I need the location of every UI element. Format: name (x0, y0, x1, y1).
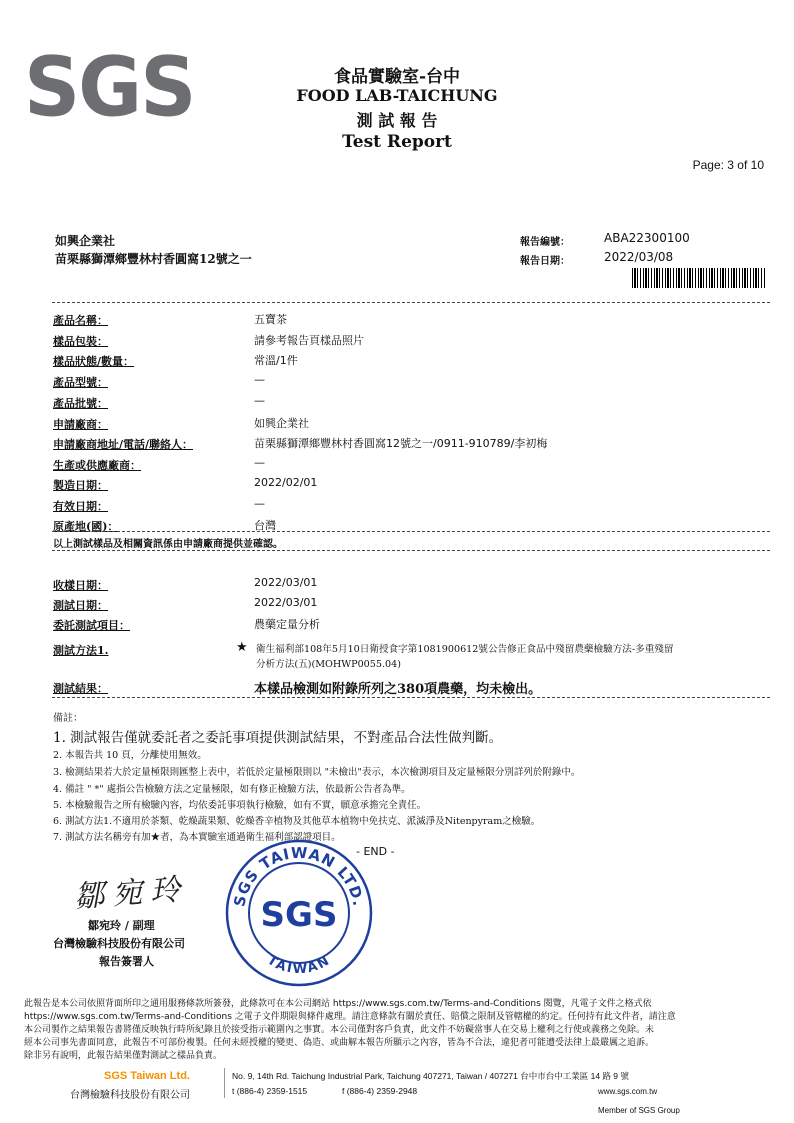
page-number: Page: 3 of 10 (692, 158, 764, 172)
sgs-stamp (224, 838, 374, 988)
sample-value: — (254, 497, 265, 510)
stamp-top-arc: SGS TAIWAN LTD. (230, 843, 368, 909)
signer-name-title: 鄒宛玲 / 副理 (88, 919, 155, 932)
sample-value: 2022/02/01 (254, 476, 318, 489)
stamp-bottom-arc: TAIWAN (264, 952, 334, 978)
footer-member: Member of SGS Group (598, 1106, 680, 1115)
svg-text:TAIWAN (264, 953, 333, 977)
footer-divider (224, 1068, 225, 1098)
footer-website: www.sgs.com.tw (598, 1087, 658, 1096)
test-value: 農藥定量分析 (254, 618, 320, 631)
barcode (632, 268, 766, 288)
sample-label: 產品名稱： (53, 314, 108, 327)
remark-item-2: 2. 本報告共 10 頁，分離使用無效。 (53, 750, 207, 761)
method-text-line1: 衛生福利部108年5月10日衛授食字第1081900612號公告修正食品中殘留農藥檢驗方法-多重殘留 (256, 644, 674, 655)
report-date-label: 報告日期： (520, 256, 570, 267)
stamp-center-text: SGS (260, 895, 338, 935)
signer-company: 台灣檢驗科技股份有限公司 (53, 937, 185, 950)
client-name: 如興企業社 (55, 234, 116, 248)
method-star-icon: ★ (236, 640, 248, 655)
sample-value: — (254, 456, 265, 469)
signer-role: 報告簽署人 (99, 955, 154, 968)
divider-sample-bottom (52, 550, 770, 551)
end-marker: - END - (356, 845, 395, 858)
sample-label: 生產或供應廠商： (53, 459, 141, 472)
remark-item-6: 6. 測試方法1.不適用於茶類、乾燥蔬果類、乾燥香辛植物及其他草本植物中免扶克、派滅淨及Nitenpyram之檢驗。 (53, 816, 541, 827)
sample-note: 以上測試樣品及相關資訊係由申請廠商提供並確認。 (53, 539, 283, 550)
report-title-zh: 測 試 報 告 (356, 111, 438, 130)
remark-item-5: 5. 本檢驗報告之所有檢驗內容，均依委託事項執行檢驗，如有不實，願意承擔完全責任。 (53, 800, 427, 811)
sgs-logo-text: SGS (24, 40, 195, 136)
report-title-en: Test Report (342, 132, 452, 152)
sample-label: 產品型號： (53, 376, 108, 389)
divider-top (52, 302, 770, 303)
sample-value: 如興企業社 (254, 417, 309, 430)
lab-name-zh: 食品實驗室-台中 (333, 67, 461, 87)
disclaimer-line: 除非另有說明，此報告結果僅對測試之樣品負責。 (24, 1051, 223, 1061)
test-label: 委託測試項目： (53, 619, 130, 632)
sample-label: 製造日期： (53, 479, 108, 492)
sample-label: 申請廠商： (53, 418, 108, 431)
client-address: 苗栗縣獅潭鄉豐林村香圓窩12號之一 (55, 252, 252, 266)
method-label: 測試方法1. (53, 644, 109, 657)
lab-name-en: FOOD LAB-TAICHUNG (296, 86, 498, 105)
remark-item-7: 7. 測試方法名稱旁有加★者，為本實驗室通過衛生福利部認證項目。 (53, 832, 341, 843)
report-no: ABA22300100 (604, 231, 690, 245)
footer-company-en: SGS Taiwan Ltd. (104, 1070, 190, 1082)
remark-item-3: 3. 檢測結果若大於定量極限則匯整上表中，若低於定量極限則以 "未檢出"表示，本次檢測項目及定量極限分別詳列於附錄中。 (53, 767, 581, 778)
disclaimer-line: 經本公司事先書面同意，此報告不可部份複製。任何未經授權的變更、偽造、或曲解本報告所顯示之內容，皆為不合法，違犯者可能遭受法律上最嚴厲之追訴。 (24, 1038, 655, 1048)
sample-value: 五寶茶 (254, 313, 287, 326)
footer-fax: f (886-4) 2359-2948 (342, 1086, 418, 1096)
sample-label: 產品批號： (53, 397, 108, 410)
sample-value: 請參考報告頁樣品照片 (254, 334, 364, 347)
sample-label: 有效日期： (53, 500, 108, 513)
test-label: 測試日期： (53, 599, 108, 612)
sample-value: — (254, 394, 265, 407)
sample-label: 申請廠商地址/電話/聯絡人： (53, 438, 194, 451)
footer-address: No. 9, 14th Rd. Taichung Industrial Park, Taichung 407271, Taiwan / 407271 台中市台中工業區 14 路 9 號 (232, 1071, 629, 1081)
test-label: 收樣日期： (53, 579, 108, 592)
result-value: 本樣品檢測如附錄所列之380項農藥，均未檢出。 (254, 682, 542, 697)
handwritten-signature: 鄒宛玲 (73, 872, 190, 915)
sgs-logo (24, 40, 195, 136)
sample-value: — (254, 373, 265, 386)
disclaimer-line: 本公司製作之結果報告書將僅反映執行時所紀錄且於接受指示範圍內之事實。本公司僅對客戶負責，此文件不妨礙當事人在交易上權利之行使或義務之免除。未 (24, 1025, 655, 1035)
footer-tel: t (886-4) 2359-1515 (232, 1086, 308, 1096)
divider-sample-top (52, 531, 770, 532)
sample-label: 原產地(國)： (53, 520, 119, 533)
sample-label: 樣品狀態/數量： (53, 355, 135, 368)
remark-item-4: 4. 備註 " *" 處指公告檢驗方法之定量極限，如有修正檢驗方法，依最新公告者為準。 (53, 784, 411, 795)
disclaimer-line: https://www.sgs.com.tw/Terms-and-Conditions 之電子文件期限與條件處理。請注意條款有關於責任、賠償之限制及管轄權的約定。任何持有此文件者，請注意 (24, 1012, 676, 1022)
sample-value: 台灣 (254, 519, 276, 532)
sample-label: 樣品包裝： (53, 335, 108, 348)
test-value: 2022/03/01 (254, 596, 318, 609)
method-text-line2: 分析方法(五)(MOHWP0055.04) (256, 659, 401, 670)
footer-company-zh: 台灣檢驗科技股份有限公司 (70, 1090, 190, 1101)
report-date: 2022/03/08 (604, 250, 674, 264)
divider-remarks (52, 697, 770, 698)
disclaimer-line: 此報告是本公司依照背面所印之通用服務條款所簽發，此條款可在本公司網站 https://www.sgs.com.tw/Terms-and-Conditions 閱覽，凡電子文件之格式依 (24, 999, 652, 1009)
sample-value: 常溫/1件 (254, 354, 298, 367)
sample-value: 苗栗縣獅潭鄉豐林村香圓窩12號之一/0911-910789/李初梅 (254, 437, 548, 450)
report-no-label: 報告編號： (520, 237, 570, 248)
result-label: 測試結果： (53, 682, 108, 695)
test-value: 2022/03/01 (254, 576, 318, 589)
remarks-title: 備註： (53, 713, 83, 724)
remark-item-1: 1. 測試報告僅就委託者之委託事項提供測試結果，不對產品合法性做判斷。 (53, 730, 503, 746)
